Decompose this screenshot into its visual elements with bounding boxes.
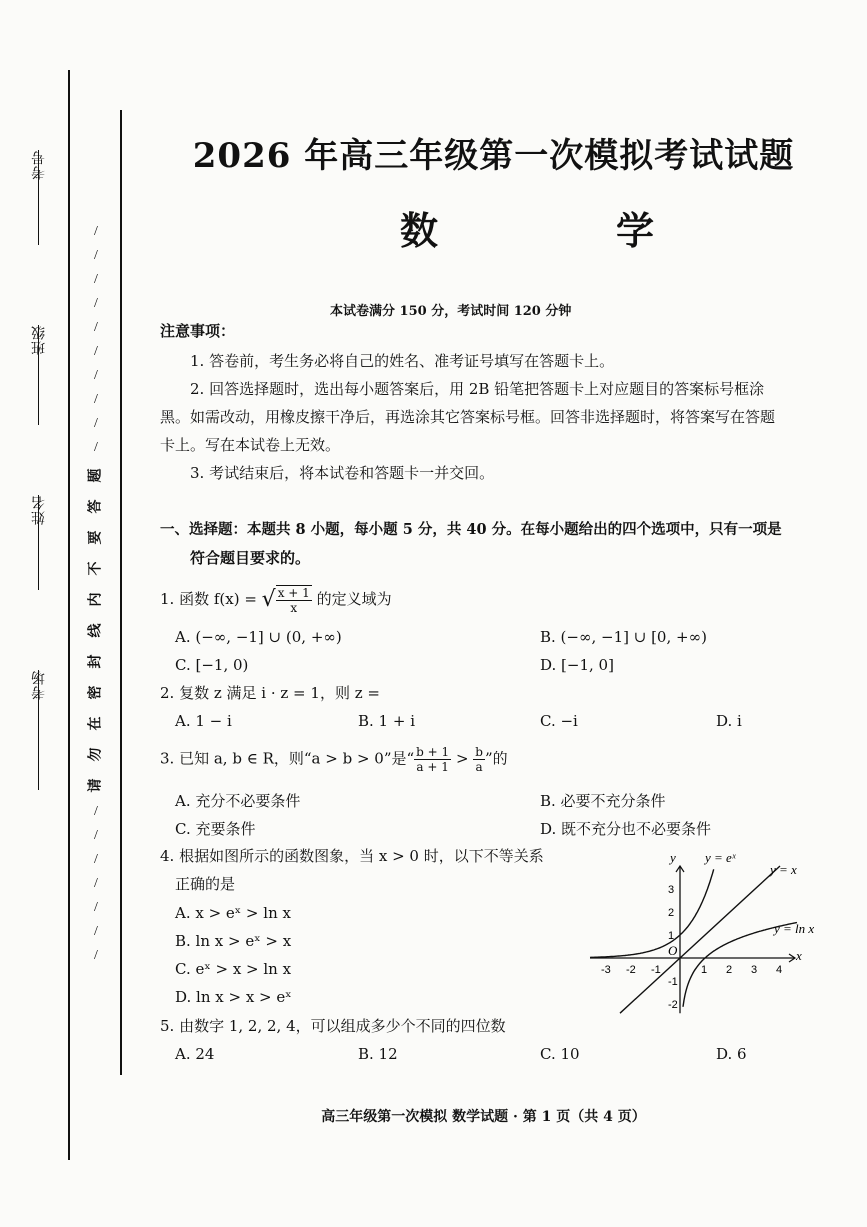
subject-title: 数 学 [400,208,725,253]
graph-static-layer [590,866,797,1013]
x-tick-label: 4 [776,964,783,976]
q4-option-d[interactable]: D. ln x > x > eˣ [175,988,292,1006]
q2-option-c[interactable]: C. −i [540,712,578,730]
q3-option-b[interactable]: B. 必要不充分条件 [540,792,666,810]
graph-label-y: y [670,850,676,865]
y-tick-label: 2 [668,907,675,919]
notice-heading: 注意事项： [160,322,236,340]
line-identity [620,866,783,1013]
field-label-class: 班级 [30,325,47,355]
page-footer: 高三年级第一次模拟 数学试题 · 第 1 页（共 4 页） [321,1109,646,1125]
q5-option-b[interactable]: B. 12 [358,1045,398,1063]
slash-column-top: / / / / / / / / / / [94,224,98,455]
q5-option-d[interactable]: D. 6 [716,1045,747,1063]
y-tick-label: 3 [668,884,675,896]
notice-item-1: 1. 答卷前，考生务必将自己的姓名、准考证号填写在答题卡上。 [190,352,615,370]
x-tick-label: -2 [626,964,636,976]
field-label-name: 姓名 [30,495,47,525]
q2-option-b[interactable]: B. 1 + i [358,712,416,730]
notice-item-3: 3. 考试结束后，将本试卷和答题卡一并交回。 [190,464,495,482]
q3-option-a[interactable]: A. 充分不必要条件 [175,792,301,810]
notice-item-2-end: 卡上。写在本试卷上无效。 [160,436,341,454]
q1-option-b[interactable]: B. (−∞, −1] ∪ [0, +∞) [540,628,707,646]
field-name[interactable] [30,495,47,590]
function-graph [580,840,815,1025]
q1-option-c[interactable]: C. [−1, 0) [175,656,249,674]
section-heading: 一、选择题：本题共 8 小题，每小题 5 分，共 40 分。在每小题给出的四个选项中，只有一项是 [160,521,782,538]
x-tick-label: 1 [701,964,708,976]
q2-option-d[interactable]: D. i [716,712,742,730]
graph-label-log: y = ln x [774,921,815,936]
graph-label-lin: y = x [770,862,797,877]
question-4-stem: 4. 根据如图所示的函数图象，当 x > 0 时，以下不等关系 [160,847,544,865]
x-tick-labels [601,964,782,976]
q3-option-d[interactable]: D. 既不充分也不必要条件 [540,820,712,838]
notice-item-2-cont: 黑。如需改动，用橡皮擦干净后，再选涂其它答案标号框。回答非选择题时，将答案写在答题 [160,408,776,426]
exam-title: 2026 年高三年级第一次模拟考试试题 [192,136,795,176]
q2-option-a[interactable]: A. 1 − i [175,712,232,730]
question-5-stem: 5. 由数字 1, 2, 2, 4，可以组成多少个不同的四位数 [160,1017,506,1035]
binding-inner-line [120,110,122,1075]
question-2-stem: 2. 复数 z 满足 i · z = 1，则 z = [160,684,380,702]
q1-option-a[interactable]: A. (−∞, −1] ∪ (0, +∞) [175,628,342,646]
x-tick-label: -3 [601,964,611,976]
y-tick-label: -1 [668,976,678,988]
graph-label-x: x [796,948,802,963]
graph-label-exp: y = eˣ [705,850,736,865]
q5-option-a[interactable]: A. 24 [175,1045,215,1063]
q1-option-d[interactable]: D. [−1, 0] [540,656,614,674]
question-4-stem-cont: 正确的是 [175,875,236,893]
field-label-exam-room: 考场 [30,670,47,700]
binding-warning: 题 答 要 不 内 线 封 密 在 勿 请 [87,468,104,793]
exam-info: 本试卷满分 150 分，考试时间 120 分钟 [330,304,572,319]
question-3-stem: 3. 已知 a, b ∈ R，则“a > b > 0”是“ $\frac{b + 1}{a + 1}$ > $\frac{b}{a}$ ”的 [160,745,508,774]
binding-outer-line [68,70,70,1160]
x-tick-label: 3 [751,964,758,976]
q3-option-c[interactable]: C. 充要条件 [175,820,256,838]
graph-label-origin: O [668,943,678,958]
x-tick-label: -1 [651,964,661,976]
q4-option-a[interactable]: A. x > eˣ > ln x [175,904,291,922]
notice-item-2: 2. 回答选择题时，选出每小题答案后，用 2B 铅笔把答题卡上对应题目的答案标号框涂 [190,380,765,398]
slash-column-bottom: / / / / / / / [94,804,98,963]
x-tick-label: 2 [726,964,733,976]
question-1-stem: 1. 函数 f(x) = √ $\frac{x + 1}{x}$ 的定义域为 [160,586,392,615]
field-class[interactable] [30,325,47,425]
y-tick-label: -2 [668,999,678,1011]
section-heading-cont: 符合题目要求的。 [190,549,311,567]
q4-option-c[interactable]: C. eˣ > x > ln x [175,960,292,978]
field-label-exam-number: 考号 [30,150,47,180]
q5-option-c[interactable]: C. 10 [540,1045,580,1063]
y-tick-label: 1 [668,930,675,942]
field-exam-room[interactable] [30,670,47,790]
q4-option-b[interactable]: B. ln x > eˣ > x [175,932,292,950]
